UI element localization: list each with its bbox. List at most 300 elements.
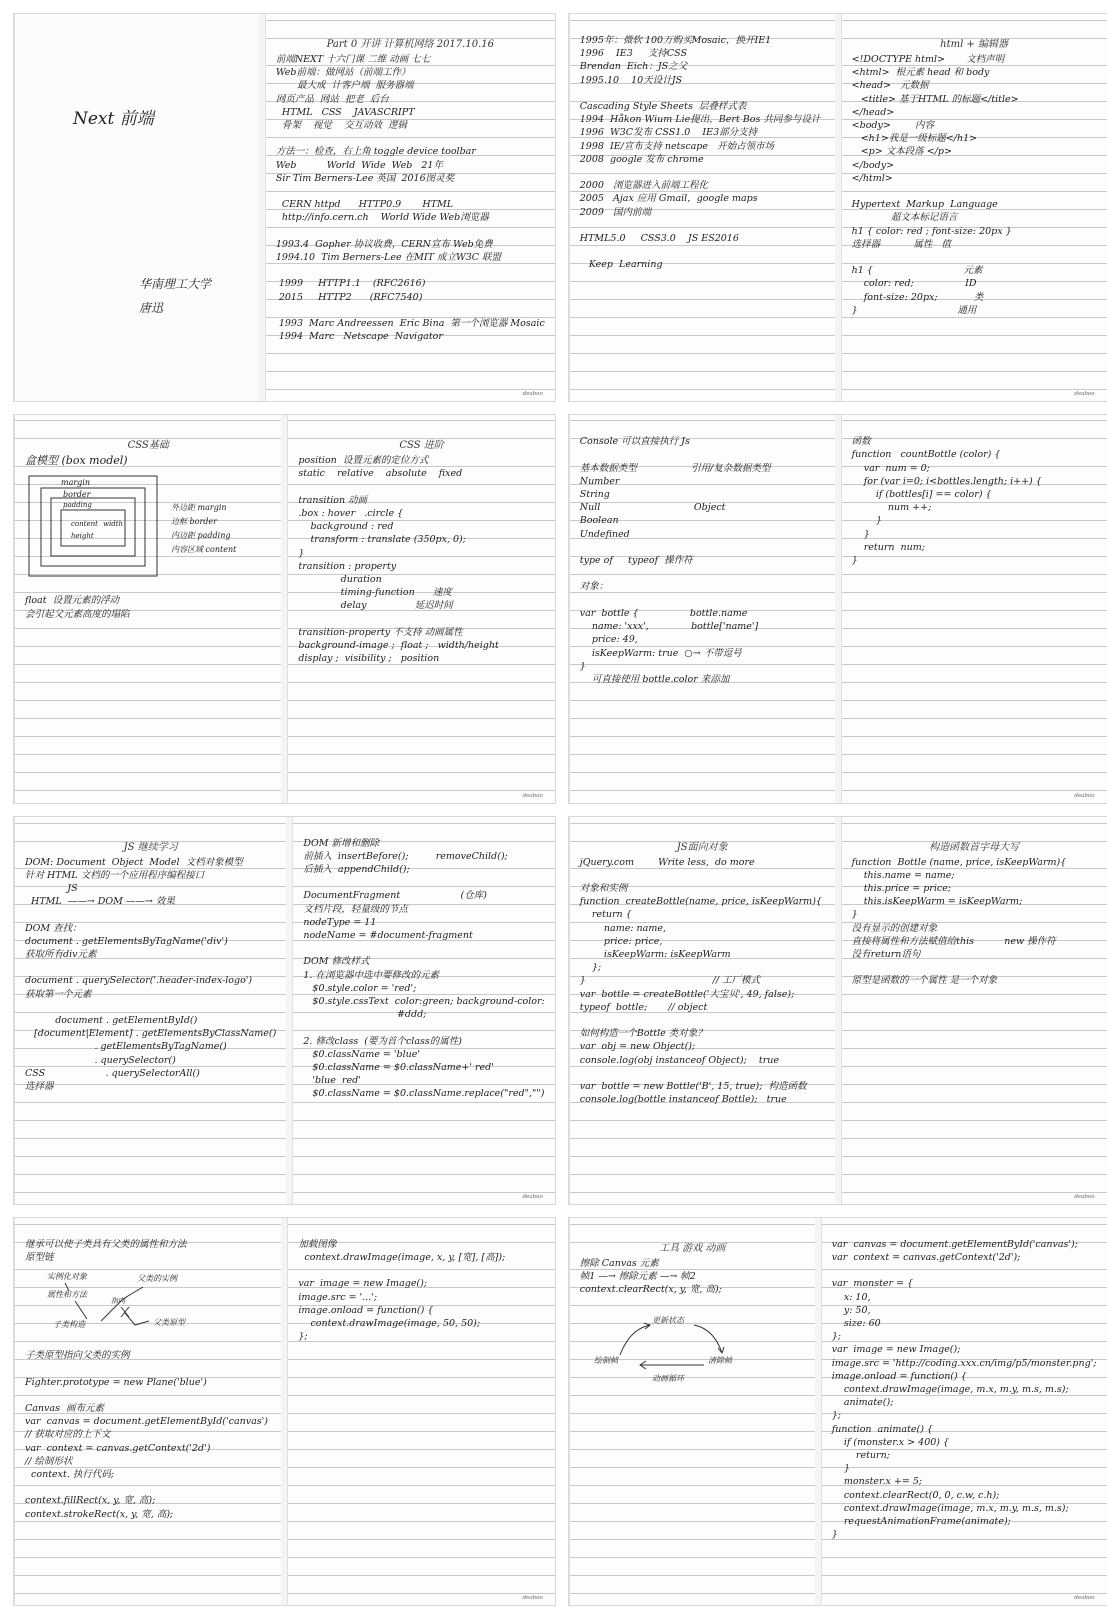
note-line: 2015 HTTP2 (RFC7540) [275,291,423,303]
notebook-page [841,415,1107,802]
note-line: return num; [851,541,925,553]
note-line: 2005 Ajax 应用 Gmail，google maps [579,193,758,205]
note-line: 1993 Marc Andreessen Eric Bina 第一个浏览器 Mosaic [275,318,545,330]
note-line: context.clearRect(x, y, 宽, 高); [579,1284,722,1296]
note-line [852,251,1097,264]
page-lines [832,1238,1097,1542]
note-line: var bottle = new Bottle('B', 15, true); 构造函数 [579,1080,807,1092]
note-line: } // 工厂模式 [579,975,761,987]
spread-8 [569,1218,1107,1605]
note-line: x: 10, [831,1291,871,1303]
notebook-brand: deaboo [522,792,543,799]
note-line: monster.x += 5; [831,1476,923,1488]
note-line: 2009 国内前端 [579,206,652,218]
note-line: $0.className = $0.className.replace("red","") [303,1088,545,1100]
notebook-brand: deaboo [522,391,543,398]
note-line: // 获取对应的上下文 [25,1429,111,1441]
note-line: document . querySelector('.header-index-logo') [25,975,253,987]
note-line: Sir Tim Berners-Lee 英国 2016图灵奖 [275,172,455,184]
note-line: context.clearRect(0, 0, c.w, c.h); [831,1489,1000,1501]
note-line: 最大成 计客户端 服务器端 [275,80,414,92]
page-title: CSS基础 [127,440,169,452]
note-line [580,567,825,580]
note-line: Null Object [579,502,726,514]
spread-6 [569,817,1107,1204]
note-line: var context = canvas.getContext('2d'); [831,1251,1021,1263]
spread-5 [14,817,555,1204]
diagram-label: 父类原型 [153,1318,185,1328]
note-line: color: red; ID [851,278,977,290]
page-header [852,827,1097,837]
note-line: 'blue red' [303,1075,361,1087]
note-line [276,225,545,238]
note-line: .box : hover .circle { [298,508,404,520]
note-line: 网页产品 网站 把老 后台 [275,93,389,105]
note-line: 超文本标记语言 [851,212,958,224]
note-line: }; [831,1410,842,1422]
note-line: requestAnimationFrame(animate); [831,1516,1011,1528]
box-note: 外边距 margin [171,503,227,513]
note-line: 选择器 属性 值 [851,238,951,250]
box-note: 内边距 padding [171,531,231,541]
note-line [25,961,276,974]
note-line: }; [298,1331,308,1343]
note-line [25,1362,271,1375]
note-line: 对象： [579,581,609,593]
note-line: return; [831,1450,890,1461]
note-line: 1994 Håkon Wium Lie提出，Bert Bos 共同参与设计 [579,114,821,126]
note-line: 帧1 —→ 擦除元素 —→ 帧2 [579,1270,696,1282]
note-line: Cascading Style Sheets 层叠样式表 [579,101,747,113]
note-line: float 设置元素的浮动 [25,595,120,607]
diagram-label: 指向 [111,1297,125,1306]
note-line [580,448,825,461]
note-line: position 设置元素的定位方式 [298,455,429,467]
notebook-page [569,415,835,802]
note-line: image.onload = function() { [831,1370,967,1382]
note-line: Web World Wide Web 21年 [275,159,443,171]
note-line: Number [579,475,620,487]
note-line: document . getElementById() [25,1014,198,1026]
note-line: background-image ; float ; width/height [298,640,499,652]
note-line: . querySelector() [25,1054,176,1066]
note-line [852,185,1097,198]
note-line: 1994 Marc Netscape Navigator [275,331,443,343]
note-line: this.isKeepWarm = isKeepWarm; [851,896,1023,908]
note-line: 子类原型指向父类的实例 [25,1350,130,1362]
note-line: } [831,1529,838,1541]
notebook-brand: deaboo [1074,391,1095,398]
page-title: JS 继续学习 [123,841,178,853]
note-line: HTML ——→ DOM ——→ 效果 [25,896,175,908]
note-line: Brendan Eich：JS之父 [579,61,688,73]
note-line: Keep Learning [579,259,663,271]
note-line: h1 { 元素 [851,265,983,277]
note-line: 获取第一个元素 [25,988,92,1000]
animation-loop-diagram [580,1299,805,1389]
note-line: var bottle = createBottle('大宝贝', 49, false); [579,988,795,1000]
note-line [580,594,825,607]
note-line: context. 执行代码; [25,1468,115,1480]
note-line [276,304,545,317]
page-title: 构造函数首字母大写 [929,841,1020,853]
note-line: context.drawImage(image, x, y, [宽], [高]); [298,1251,506,1263]
cycle-label: 更新状态 [651,1316,684,1326]
note-line: 可直接使用 bottle.color 来添加 [579,673,730,685]
note-line: transition : property [298,560,397,572]
notebook-brand: deaboo [522,1595,543,1601]
note-line: function animate() { [831,1423,933,1435]
page-lines [580,1257,805,1297]
note-line [580,87,825,100]
note-line: static relative absolute fixed [298,468,463,480]
note-line: var canvas = document.getElementById('canvas') [25,1416,268,1428]
note-line: 方法一：检查，右上角 toggle device toolbar [275,146,476,158]
note-line: 1994.10 Tim Berners-Lee 在MIT 成立W3C 联盟 [275,252,502,264]
notebook-page [265,14,555,401]
note-line: nodeType = 11 [303,916,377,928]
note-line: y: 50, [831,1304,871,1316]
notebook-collage [14,14,1097,1605]
page-lines [25,1238,271,1264]
cover-line: 华南理工大学 [139,277,212,291]
note-line: jQuery.com Write less, do more [579,856,755,868]
note-line: 原型是函数的一个属性 是一个对象 [851,975,998,987]
note-line: image.src = 'http://coding.xxx.cn/img/p5/monster.png'; [831,1357,1097,1369]
note-line: Canvas 画布元素 [25,1402,104,1414]
note-line: HTML CSS JAVASCRIPT [275,106,415,118]
note-line: </body> [851,159,895,171]
page-header [580,827,825,837]
note-line [832,1264,1097,1277]
note-line: <h1>我是一级标题</h1> [851,133,978,145]
note-line: name: name, [579,922,666,934]
note-line: 1996 IE3 支持CSS [579,48,687,60]
page-lines [298,454,544,665]
note-line: var monster = { [831,1278,914,1290]
page-title: CSS 进阶 [399,440,444,452]
note-line: price: 49, [579,634,638,646]
note-line: image.onload = function() { [298,1304,434,1316]
cycle-label: 清除帧 [707,1356,732,1366]
note-line: document . getElementsByTagName('div') [25,935,228,947]
note-line: 1999 HTTP1.1 (RFC2616) [275,278,426,290]
page-lines [25,594,271,620]
note-line [25,1389,271,1402]
note-line: 1995年：微软 100万购买Mosaic，换开IE1 [579,35,772,46]
page-header [25,827,276,837]
note-line: } [298,547,305,559]
note-line [276,264,545,277]
note-line: $0.style.cssText color:green; background-color: [303,995,545,1007]
note-line: nodeName = #document-fragment [303,929,473,941]
note-line [25,908,276,921]
note-line: 1. 在浏览器中选中要修改的元素 [303,969,439,981]
page-header [580,1228,805,1238]
note-line: 前插入 insertBefore(); removeChild(); [303,850,508,862]
diagram-label: 父类的实例 [137,1274,177,1284]
note-line: 会引起父元素高度的塌陷 [25,608,130,620]
note-line: price: price, [579,935,663,947]
page-title: Part 0 开讲 计算机网络 2017.10.16 [326,39,494,50]
note-line [580,541,825,554]
page-lines [852,435,1097,567]
notebook-page [821,1218,1107,1605]
note-line: Hypertext Markup Language [851,199,998,211]
note-line: var context = canvas.getContext('2d') [25,1442,211,1454]
page-lines [298,1238,544,1344]
notebook-page [287,415,554,802]
note-line: [document|Element] . getElementsByClassName() [25,1028,277,1040]
note-line: Undefined [579,528,630,540]
page-lines [25,1349,271,1521]
page-lines [276,53,545,343]
notebook-page [569,14,835,401]
note-line: 继承可以使子类具有父类的属性和方法 [25,1238,187,1250]
note-line: num ++; [851,502,932,514]
note-line [303,1021,544,1034]
note-line: CSS . querySelectorAll() [25,1067,200,1079]
spread-4 [569,415,1107,802]
note-line: function createBottle(name, price, isKeepWarm){ [579,896,822,908]
note-line: this.name = name; [851,869,955,881]
page-header [852,425,1097,435]
note-line: animate(); [831,1397,894,1409]
note-line: this.price = price; [851,882,952,894]
note-line: $0.className = 'blue' [303,1048,420,1060]
note-line: var canvas = document.getElementById('canvas'); [831,1238,1078,1250]
note-line: String [579,489,610,501]
note-line [580,869,825,882]
notebook-page [569,1218,815,1605]
note-line: }; [579,962,602,974]
note-line: return { [579,909,632,921]
note-line: var image = new Image(); [831,1344,961,1356]
page-header [580,425,825,435]
note-line: DOM 修改样式 [303,956,370,968]
note-line [25,1001,276,1014]
notebook-brand: deaboo [522,1193,543,1200]
notebook-page [841,14,1107,401]
note-line: HTML5.0 CSS3.0 JS ES2016 [579,233,739,245]
note-line: context.drawImage(image, m.x, m.y, m.s, m.s); [831,1502,1069,1514]
page-lines [25,856,276,1094]
spread-7 [14,1218,555,1605]
page-lines [852,53,1097,317]
note-line: context.fillRect(x, y, 宽, 高); [25,1495,156,1507]
note-line: http://info.cern.ch World Wide Web浏览器 [275,212,489,224]
box-model-diagram [25,470,250,590]
note-line: DOM 查找： [25,922,82,934]
note-line [580,1067,825,1080]
note-line: h1 { color: red ; font-size: 20px } [851,225,1012,237]
page-lines [852,856,1097,988]
page-header [298,425,544,435]
note-line: <body> 内容 [851,120,934,132]
cover-line: 唐迅 [139,301,164,315]
note-line: var bottle { bottle.name [579,607,748,619]
note-line: }; [831,1331,842,1343]
page-title: 工具 游戏 动画 [659,1242,726,1254]
box-note: 内容区域 content [171,545,237,555]
note-line: console.log(bottle instanceof Bottle); true [579,1094,787,1106]
note-line: 没有return语句 [851,948,921,960]
note-line: 如何构造一个Bottle 类对象？ [579,1028,707,1040]
note-line: <title> 基于HTML 的标题</title> [851,93,1019,105]
notebook-page [841,817,1107,1204]
note-line: transition-property 不支持 动画属性 [298,626,463,638]
note-line [580,245,825,258]
note-line: context.strokeRect(x, y, 宽, 高); [25,1508,174,1520]
note-line: if (bottles[i] == color) { [851,489,992,501]
note-line [303,876,544,889]
note-line: 文档片段，轻量级的节点 [303,903,408,915]
note-line: background : red [298,521,394,533]
note-line: 没有显示的创建对象 [851,922,938,934]
notebook-brand: deaboo [1074,1595,1095,1601]
spread-3 [14,415,555,802]
note-line: image.src = '...'; [298,1291,378,1303]
note-line [298,481,544,494]
note-line: var num = 0; [851,462,930,474]
note-line: 2. 修改class (要为首个class的属性) [303,1035,462,1047]
note-line: JS [25,882,78,894]
note-line: 原型链 [25,1251,54,1263]
note-line: } 通用 [851,304,977,316]
note-line [580,1014,825,1027]
note-line: transition 动画 [298,494,368,506]
box-model-heading: 盒模型 (box model) [25,454,128,468]
note-line: var image = new Image(); [298,1278,428,1290]
note-line: } [851,909,858,921]
note-line: 1993.4 Gopher 协议收费，CERN宣布 Web免费 [275,238,493,250]
cover-page [14,14,259,401]
diagram-label: 子类构造 [53,1320,85,1330]
note-line: </html> [851,172,893,184]
page-title: JS面向对象 [676,841,728,853]
notebook-page [569,817,835,1204]
note-line: transform : translate (350px, 0); [298,534,466,546]
page-header [580,24,825,34]
note-line: 1996 W3C发布 CSS1.0 IE3部分支持 [579,127,758,139]
note-line: 直接将属性和方法赋值给this new 操作符 [851,935,1056,947]
note-line: context.drawImage(image, 50, 50); [298,1317,481,1329]
page-header [276,24,545,34]
note-line [276,132,545,145]
note-line: Web前端：做网站（前端工作） [275,67,411,79]
note-line: timing-function 速度 [298,587,452,599]
note-line: } [851,515,882,527]
cycle-label: 绘制帧 [593,1356,618,1366]
note-line: if (monster.x > 400) { [831,1436,950,1448]
note-line: <head> 元数据 [851,80,929,92]
note-line: 骨架 视觉 交互动效 逻辑 [275,120,408,132]
note-line [276,185,545,198]
note-line: 2008 google 发布 chrome [579,153,704,165]
note-line: <p> 文本段落 </p> [851,146,952,158]
note-line: var obj = new Object(); [579,1041,696,1053]
note-line: Console 可以直接执行 Js [579,436,690,448]
note-line: DocumentFragment (仓库) [303,890,487,902]
note-line: 针对 HTML 文档的一个应用程序编程接口 [25,869,205,881]
cycle-label: 动画循环 [651,1374,684,1384]
notebook-brand: deaboo [1074,1193,1095,1200]
note-line: #ddd; [303,1009,427,1021]
note-line: delay 延迟时间 [298,600,453,612]
note-line: </head> [851,106,895,118]
note-line: DOM 新增和删除 [303,837,380,849]
note-line: } [579,660,586,672]
note-line: <html> 根元素 head 和 body [851,67,990,79]
note-line: $0.style.color = 'red'; [303,982,417,994]
note-line [580,166,825,179]
note-line: // 绘制形状 [25,1455,73,1467]
height-label: height [71,532,94,541]
page-header [832,1228,1097,1238]
note-line: $0.className = $0.className+' red' [303,1061,494,1073]
note-line [298,613,544,626]
note-line [25,1481,271,1494]
page-lines [580,856,825,1107]
diagram-label: 实例化对象 [47,1272,87,1282]
cover-subtitle [139,272,211,320]
note-line: 获取所有div元素 [25,948,97,960]
note-line: 对象和实例 [579,882,628,894]
note-line: console.log(obj instanceof Object); true [579,1054,780,1066]
prototype-chain-diagram [25,1267,250,1345]
page-header [852,24,1097,34]
note-line: function countBottle (color) { [851,449,1001,461]
spread-1 [14,14,555,401]
page-header [298,1228,544,1238]
note-line: 加载图像 [298,1238,337,1250]
note-line: CERN httpd HTTP0.9 HTML [275,199,454,211]
note-line: } [851,555,858,567]
note-line: . getElementsByTagName() [25,1041,227,1053]
note-line: DOM: Document Object Model 文档对象模型 [25,856,243,868]
note-line: 擦除 Canvas 元素 [579,1257,659,1269]
box-note: 边框 border [171,517,217,527]
margin-label: margin [61,478,91,488]
page-header [25,1228,271,1238]
note-line: type of typeof 操作符 [579,555,693,567]
page-lines [303,837,544,1101]
note-line: isKeepWarm: true ○→ 不带逗号 [579,647,742,659]
note-line: display ; visibility ; position [298,653,440,665]
notebook-page [287,1218,554,1605]
page-lines [580,435,825,686]
cover-title: Next 前端 [73,109,154,129]
border-label: border [63,490,91,500]
note-line: isKeepWarm: isKeepWarm [579,948,731,960]
diagram-label: 属性和方法 [47,1290,87,1300]
page-title: html + 编辑器 [940,39,1009,50]
notebook-page [292,817,554,1204]
note-line: 1998 IE/宣布支持 netscape 开始占领市场 [579,140,775,152]
note-line: name: 'xxx', bottle['name'] [579,621,759,633]
note-line: Boolean [579,515,619,527]
note-line: } [831,1463,850,1475]
notebook-page [14,1218,281,1605]
note-line: Fighter.prototype = new Plane('blue') [25,1376,207,1388]
page-header [303,827,544,837]
note-line: <!DOCTYPE html> 文档声明 [851,54,1005,65]
note-line: 1995.10 10天设计JS [579,74,683,86]
content-label: content [71,520,98,529]
padding-label: padding [63,501,92,510]
note-line: duration [298,574,382,586]
note-line: 选择器 [25,1080,54,1092]
